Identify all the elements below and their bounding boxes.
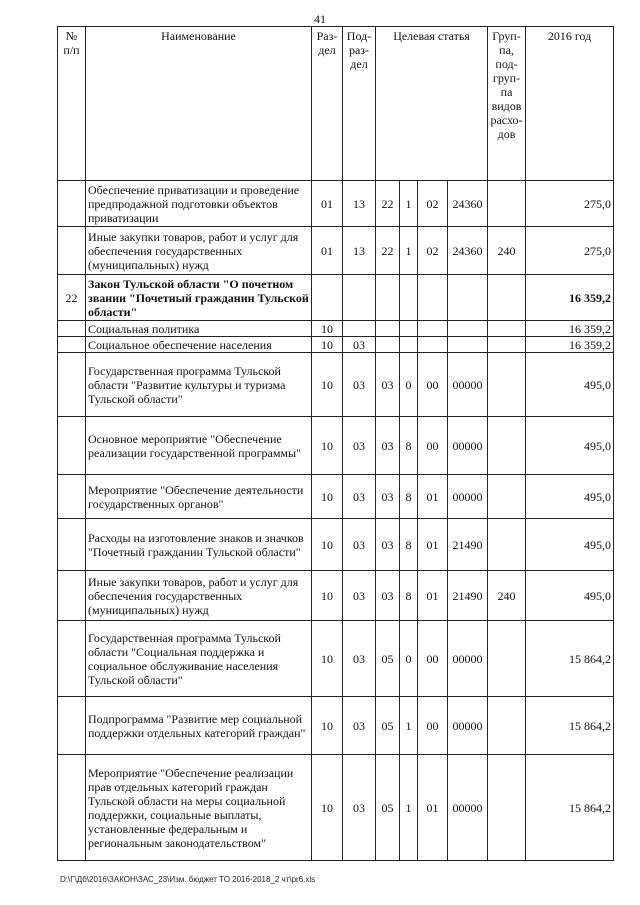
row-index (58, 417, 86, 475)
row-target-subprogram: 0 (400, 353, 418, 417)
row-target-direction: 00000 (448, 621, 488, 697)
row-target-subprogram: 1 (400, 181, 418, 227)
row-expense-group (488, 181, 526, 227)
table-row (58, 275, 614, 321)
row-target-program: 05 (376, 755, 400, 861)
row-name: Основное мероприятие "Обеспечение реализации государственной программы" (86, 417, 312, 475)
row-index (58, 181, 86, 227)
row-target-direction: 21490 (448, 519, 488, 571)
row-target-subprogram (400, 275, 418, 321)
table-row (58, 697, 614, 755)
row-target-program: 22 (376, 227, 400, 275)
row-target-program: 03 (376, 475, 400, 519)
row-expense-group (488, 321, 526, 337)
row-section: 10 (312, 417, 343, 475)
row-target-program (376, 337, 400, 353)
page-number: 41 (314, 12, 326, 26)
header-name: Наименование (86, 27, 312, 181)
table-row (58, 571, 614, 621)
row-target-subprogram: 8 (400, 519, 418, 571)
row-section: 10 (312, 621, 343, 697)
row-target-direction (448, 275, 488, 321)
row-target-measure (418, 321, 448, 337)
row-index (58, 353, 86, 417)
row-target-program: 03 (376, 519, 400, 571)
row-target-subprogram: 1 (400, 755, 418, 861)
row-name: Расходы на изготовление знаков и значков "Почетный гражданин Тульской области" (86, 519, 312, 571)
row-index (58, 621, 86, 697)
row-subsection (343, 275, 376, 321)
row-expense-group: 240 (488, 571, 526, 621)
row-expense-group (488, 337, 526, 353)
row-name: Обеспечение приватизации и проведение предпродажной подготовки объектов приватизации (86, 181, 312, 227)
row-subsection: 03 (343, 417, 376, 475)
row-amount: 495,0 (526, 417, 614, 475)
row-expense-group (488, 417, 526, 475)
row-index (58, 755, 86, 861)
row-target-measure: 01 (418, 571, 448, 621)
row-amount: 495,0 (526, 353, 614, 417)
row-target-program: 03 (376, 571, 400, 621)
row-subsection: 03 (343, 621, 376, 697)
row-target-program: 22 (376, 181, 400, 227)
row-section: 10 (312, 571, 343, 621)
row-name: Подпрограмма "Развитие мер социальной поддержки отдельных категорий граждан" (86, 697, 312, 755)
row-target-subprogram: 0 (400, 621, 418, 697)
row-name: Иные закупки товаров, работ и услуг для обеспечения государственных (муниципальных) нужд (86, 571, 312, 621)
header-group: Груп-па, под-груп-па видов расхо-дов (488, 27, 526, 181)
row-amount: 495,0 (526, 519, 614, 571)
row-name: Закон Тульской области "О почетном звании "Почетный гражданин Тульской области" (86, 275, 312, 321)
row-section: 10 (312, 755, 343, 861)
row-subsection (343, 321, 376, 337)
row-section: 01 (312, 227, 343, 275)
row-index (58, 321, 86, 337)
row-name: Мероприятие "Обеспечение реализации прав отдельных категорий граждан Тульской области на меры социальной поддержки, социальные выплаты, установленные федеральным и региональным законодательством" (86, 755, 312, 861)
table-row (58, 475, 614, 519)
row-expense-group (488, 621, 526, 697)
row-target-direction: 00000 (448, 417, 488, 475)
row-section: 10 (312, 321, 343, 337)
row-target-measure: 01 (418, 519, 448, 571)
row-target-measure: 00 (418, 417, 448, 475)
table-row (58, 621, 614, 697)
row-target-subprogram (400, 337, 418, 353)
row-expense-group (488, 697, 526, 755)
row-target-measure: 01 (418, 755, 448, 861)
row-index (58, 475, 86, 519)
table-row (58, 181, 614, 227)
row-target-program: 05 (376, 697, 400, 755)
header-row (58, 27, 614, 181)
row-index (58, 227, 86, 275)
header-section: Раз-дел (312, 27, 343, 181)
row-expense-group (488, 353, 526, 417)
row-section: 10 (312, 353, 343, 417)
row-expense-group (488, 275, 526, 321)
row-target-measure (418, 337, 448, 353)
row-target-measure: 01 (418, 475, 448, 519)
row-section: 10 (312, 697, 343, 755)
row-subsection: 03 (343, 755, 376, 861)
row-target-subprogram: 8 (400, 417, 418, 475)
row-index (58, 519, 86, 571)
row-target-subprogram: 8 (400, 475, 418, 519)
row-target-direction: 21490 (448, 571, 488, 621)
row-target-direction: 24360 (448, 227, 488, 275)
table-row (58, 417, 614, 475)
row-target-subprogram: 1 (400, 227, 418, 275)
row-name: Государственная программа Тульской области "Социальная поддержка и социальное обслуживание населения Тульской области" (86, 621, 312, 697)
row-section: 10 (312, 337, 343, 353)
row-target-measure: 02 (418, 181, 448, 227)
row-index (58, 697, 86, 755)
row-amount: 16 359,2 (526, 321, 614, 337)
row-target-direction: 00000 (448, 755, 488, 861)
row-subsection: 03 (343, 353, 376, 417)
row-amount: 495,0 (526, 475, 614, 519)
row-target-program: 03 (376, 353, 400, 417)
row-target-measure: 00 (418, 621, 448, 697)
table-row (58, 519, 614, 571)
row-section (312, 275, 343, 321)
row-target-program (376, 321, 400, 337)
row-name: Социальное обеспечение населения (86, 337, 312, 353)
row-amount: 15 864,2 (526, 755, 614, 861)
row-target-measure (418, 275, 448, 321)
header-subsection: Под-раз-дел (343, 27, 376, 181)
row-target-direction: 24360 (448, 181, 488, 227)
row-expense-group (488, 475, 526, 519)
row-subsection: 13 (343, 181, 376, 227)
row-target-measure: 00 (418, 353, 448, 417)
row-section: 01 (312, 181, 343, 227)
row-index: 22 (58, 275, 86, 321)
budget-table (57, 26, 614, 861)
table-row (58, 227, 614, 275)
row-target-measure: 00 (418, 697, 448, 755)
row-target-direction: 00000 (448, 475, 488, 519)
table-row (58, 337, 614, 353)
row-amount: 15 864,2 (526, 621, 614, 697)
row-target-direction: 00000 (448, 353, 488, 417)
row-subsection: 03 (343, 519, 376, 571)
file-path-footer: D:\Г\Дб\2016\ЗАКОН\ЗАС_23\Изм. бюджет ТО 2016-2018_2 чт\pr6.xls (60, 875, 316, 884)
row-target-program (376, 275, 400, 321)
row-index (58, 337, 86, 353)
row-amount: 495,0 (526, 571, 614, 621)
row-expense-group (488, 519, 526, 571)
table-row (58, 755, 614, 861)
row-target-direction (448, 321, 488, 337)
header-index: № п/п (58, 27, 86, 181)
row-expense-group (488, 755, 526, 861)
row-name: Государственная программа Тульской области "Развитие культуры и туризма Тульской области" (86, 353, 312, 417)
row-amount: 16 359,2 (526, 337, 614, 353)
row-target-measure: 02 (418, 227, 448, 275)
row-name: Мероприятие "Обеспечение деятельности государственных органов" (86, 475, 312, 519)
header-year: 2016 год (526, 27, 614, 181)
row-amount: 16 359,2 (526, 275, 614, 321)
header-target: Целевая статья (376, 27, 488, 181)
row-subsection: 03 (343, 697, 376, 755)
row-amount: 15 864,2 (526, 697, 614, 755)
row-target-direction (448, 337, 488, 353)
table-row (58, 353, 614, 417)
row-target-subprogram (400, 321, 418, 337)
row-subsection: 03 (343, 337, 376, 353)
row-section: 10 (312, 475, 343, 519)
row-section: 10 (312, 519, 343, 571)
table-row (58, 321, 614, 337)
row-target-program: 05 (376, 621, 400, 697)
row-target-subprogram: 1 (400, 697, 418, 755)
row-subsection: 13 (343, 227, 376, 275)
row-amount: 275,0 (526, 227, 614, 275)
row-index (58, 571, 86, 621)
row-target-subprogram: 8 (400, 571, 418, 621)
row-subsection: 03 (343, 475, 376, 519)
row-name: Социальная политика (86, 321, 312, 337)
row-name: Иные закупки товаров, работ и услуг для обеспечения государственных (муниципальных) нужд (86, 227, 312, 275)
row-subsection: 03 (343, 571, 376, 621)
row-expense-group: 240 (488, 227, 526, 275)
row-target-program: 03 (376, 417, 400, 475)
row-target-direction: 00000 (448, 697, 488, 755)
row-amount: 275,0 (526, 181, 614, 227)
